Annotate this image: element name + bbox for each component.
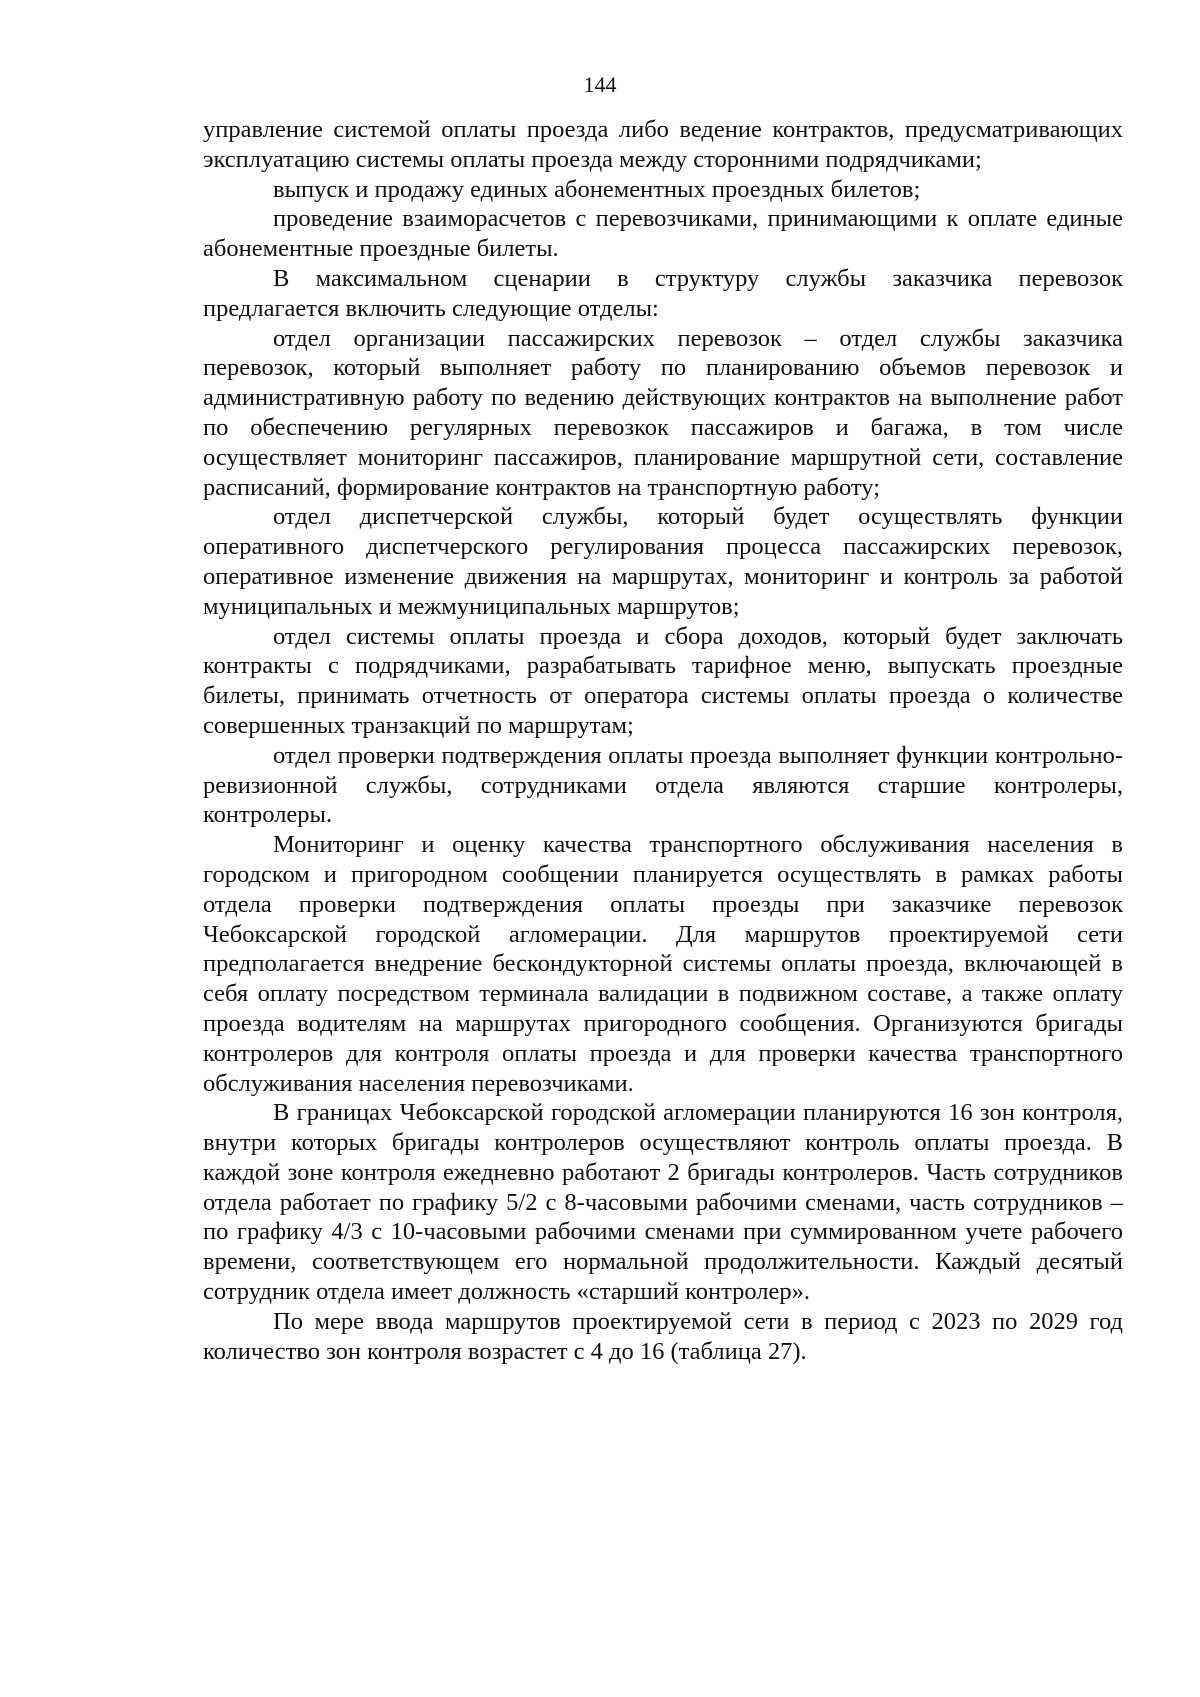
paragraph-inspection-department: отдел проверки подтверждения оплаты проезда выполняет функции контрольно-ревизионной службы, сотрудниками отдела являются старшие контролеры, контролеры. — [203, 741, 1123, 829]
paragraph-settlements: проведение взаиморасчетов с перевозчиками, принимающими к оплате единые абонементные проездные билеты. — [203, 205, 1123, 263]
paragraph-quality-monitoring: Мониторинг и оценку качества транспортного обслуживания населения в городском и пригородном сообщении планируется осуществлять в рамках работы отдела проверки подтверждения оплаты проезды при заказчике перевозок Чебоксарской городской агломерации. Для маршрутов проектируемой сети предполагается внедрение бескондукторной системы оплаты проезда, включающей в себя оплату посредством терминала валидации в подвижном составе, а также оплату проезда водителям на маршрутах пригородного сообщения. Организуются бригады контролеров для контроля оплаты проезда и для проверки качества транспортного обслуживания населения перевозчиками. — [203, 831, 1123, 1097]
paragraph-zone-growth: По мере ввода маршрутов проектируемой сети в период с 2023 по 2029 год количество зон контроля возрастет с 4 до 16 (таблица 27). — [203, 1307, 1123, 1365]
paragraph-control-zones: В границах Чебоксарской городской агломерации планируются 16 зон контроля, внутри которых бригады контролеров осуществляют контроль оплаты проезда. В каждой зоне контроля ежедневно работают 2 бригады контролеров. Часть сотрудников отдела работает по графику 5/2 с 8-часовыми рабочими сменами, часть сотрудников – по графику 4/3 с 10-часовыми рабочими сменами при суммированном учете рабочего времени, соответствующем его нормальной продолжительности. Каждый десятый сотрудник отдела имеет должность «старший контролер». — [203, 1099, 1123, 1306]
paragraph-fare-collection-department: отдел системы оплаты проезда и сбора доходов, который будет заключать контракты с подрядчиками, разрабатывать тарифное меню, выпускать проездные билеты, принимать отчетность от оператора системы оплаты проезда о количестве совершенных транзакций по маршрутам; — [203, 622, 1123, 739]
paragraph-ticket-issuance: выпуск и продажу единых абонементных проездных билетов; — [273, 175, 921, 203]
body-text — [203, 115, 1123, 1366]
paragraph-passenger-transport-department: отдел организации пассажирских перевозок – отдел службы заказчика перевозок, который выполняет работу по планированию объемов перевозок и административную работу по ведению действующих контрактов на выполнение работ по обеспечению регулярных перевозкок пассажиров и багажа, в том числе осуществляет мониторинг пассажиров, планирование маршрутной сети, составление расписаний, формирование контрактов на транспортную работу; — [203, 324, 1123, 501]
paragraph-dispatch-department: отдел диспетчерской службы, который будет осуществлять функции оперативного диспетчерского регулирования процесса пассажирских перевозок, оперативное изменение движения на маршрутах, мониторинг и контроль за работой муниципальных и межмуниципальных маршрутов; — [203, 503, 1123, 620]
paragraph-maximum-scenario: В максимальном сценарии в структуру службы заказчика перевозок предлагается включить следующие отделы: — [203, 264, 1123, 322]
paragraph-fare-system-management: управление системой оплаты проезда либо ведение контрактов, предусматривающих эксплуатацию системы оплаты проезда между сторонними подрядчиками; — [203, 116, 1123, 173]
page-number: 144 — [583, 72, 617, 97]
